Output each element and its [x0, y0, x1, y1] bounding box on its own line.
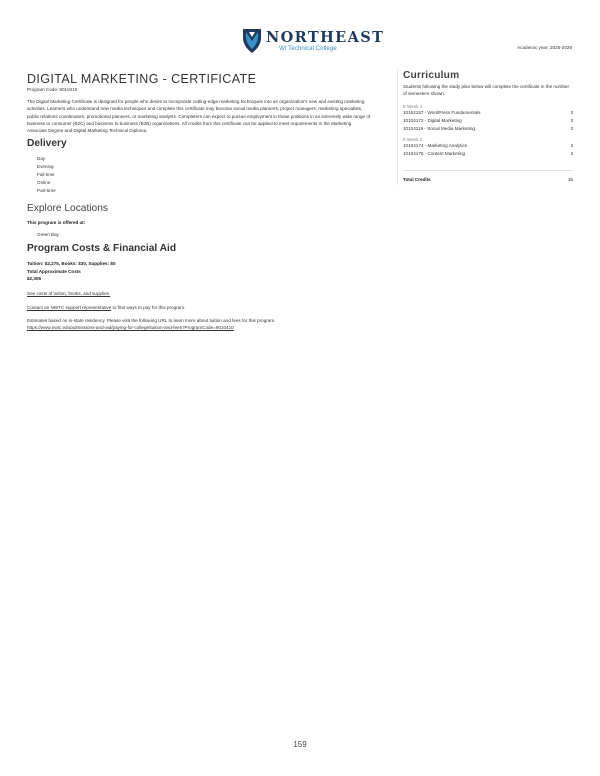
brand-name: NORTHEAST — [266, 29, 385, 46]
college-logo — [242, 28, 385, 56]
delivery-item: Evening — [37, 164, 54, 170]
cost-summary — [27, 260, 372, 283]
curriculum-intro: Students following the study plan below will complete the certificate in the number of semesters shown. — [403, 84, 569, 96]
course-credits: 3 — [570, 126, 573, 131]
see-costs-link[interactable]: See costs of tuition, books, and supplies. — [27, 290, 111, 296]
contact-paragraph — [27, 304, 372, 311]
total-credits-label: Total Credits — [403, 177, 431, 182]
curriculum-heading: Curriculum — [403, 70, 460, 81]
course-name: 10104119 - Social Media Marketing — [403, 126, 475, 131]
delivery-heading: Delivery — [27, 138, 67, 150]
sidebar-divider — [397, 70, 398, 185]
cost-breakdown: Tuition: $2,275, Books: $30, Supplies: $0 — [27, 261, 116, 267]
program-description: The Digital Marketing Certificate is designed for people who desire to incorporate cutting-edge marketing techniques into an organization's new and existing marketing activities. Learners who understand new media techniques and complete this certificate may become social media planners, project managers, marketing specialists, public relations coordinators, promotional planners, or marketing analysts. Completers can expect to pursue employment in these positions in an extremely wide range of business to consumer (B2C) and business to business (B2B) organizations. All credits from this certificate can be applied to meet requirements in the Marketing Associate Degree and Digital Marketing Technical Diploma. — [27, 99, 371, 134]
location-item: Green Bay — [37, 232, 59, 238]
term-label: 8 Week 2 — [403, 137, 423, 142]
offered-at-label: This program is offered at: — [27, 220, 86, 226]
delivery-list — [37, 155, 372, 194]
academic-year: Academic year: 2025-2026 — [517, 45, 572, 50]
course-row — [403, 142, 573, 150]
page-title: DIGITAL MARKETING - CERTIFICATE — [27, 72, 257, 86]
course-row — [403, 125, 573, 133]
course-row — [403, 150, 573, 158]
course-row — [403, 109, 573, 117]
program-code: Program Code: 9010410 — [27, 87, 78, 92]
estimates-paragraph — [27, 317, 372, 331]
costs-heading: Program Costs & Financial Aid — [27, 243, 177, 255]
delivery-item: Online — [37, 179, 51, 185]
shield-logo-icon — [242, 28, 262, 54]
tuition-url-link[interactable]: https://www.nwtc.edu/admissions-and-aid/paying-for-college/tuition-and-fees?ProgramCode=9010410 — [27, 324, 234, 330]
curriculum-panel — [403, 70, 573, 183]
brand-subtitle: WI Technical College — [279, 45, 337, 52]
delivery-item: Part-time — [37, 187, 56, 193]
term-label: 8 Week 1 — [403, 104, 423, 109]
total-divider — [403, 170, 573, 171]
estimates-text: Estimates based on in-state residency. Please visit the following URL to learn more about tuition and fees for this program. — [27, 317, 276, 323]
total-cost-value: $2,305 — [27, 276, 42, 282]
page-number: 159 — [293, 740, 307, 749]
contact-support-link[interactable]: Contact an NWTC support representative — [27, 304, 112, 310]
main-content — [27, 72, 372, 331]
course-credits: 3 — [570, 118, 573, 123]
total-credits-value: 15 — [567, 177, 573, 182]
course-name: 10152157 - WordPress Fundamentals — [403, 110, 481, 115]
course-credits: 3 — [570, 151, 573, 156]
course-name: 10104175 - Content Marketing — [403, 151, 466, 156]
delivery-item: Day — [37, 156, 46, 162]
course-name: 10104172 - Digital Marketing — [403, 118, 462, 123]
course-credits: 3 — [570, 110, 573, 115]
course-credits: 3 — [570, 143, 573, 148]
course-name: 10104174 - Marketing Analytics — [403, 143, 468, 148]
course-row — [403, 117, 573, 125]
delivery-item: Full-time — [37, 172, 55, 178]
total-credits-row — [403, 176, 573, 183]
explore-locations-heading: Explore Locations — [27, 203, 108, 215]
contact-text: to find ways to pay for this program. — [111, 304, 186, 310]
total-cost-label: Total Approximate Costs — [27, 268, 81, 274]
